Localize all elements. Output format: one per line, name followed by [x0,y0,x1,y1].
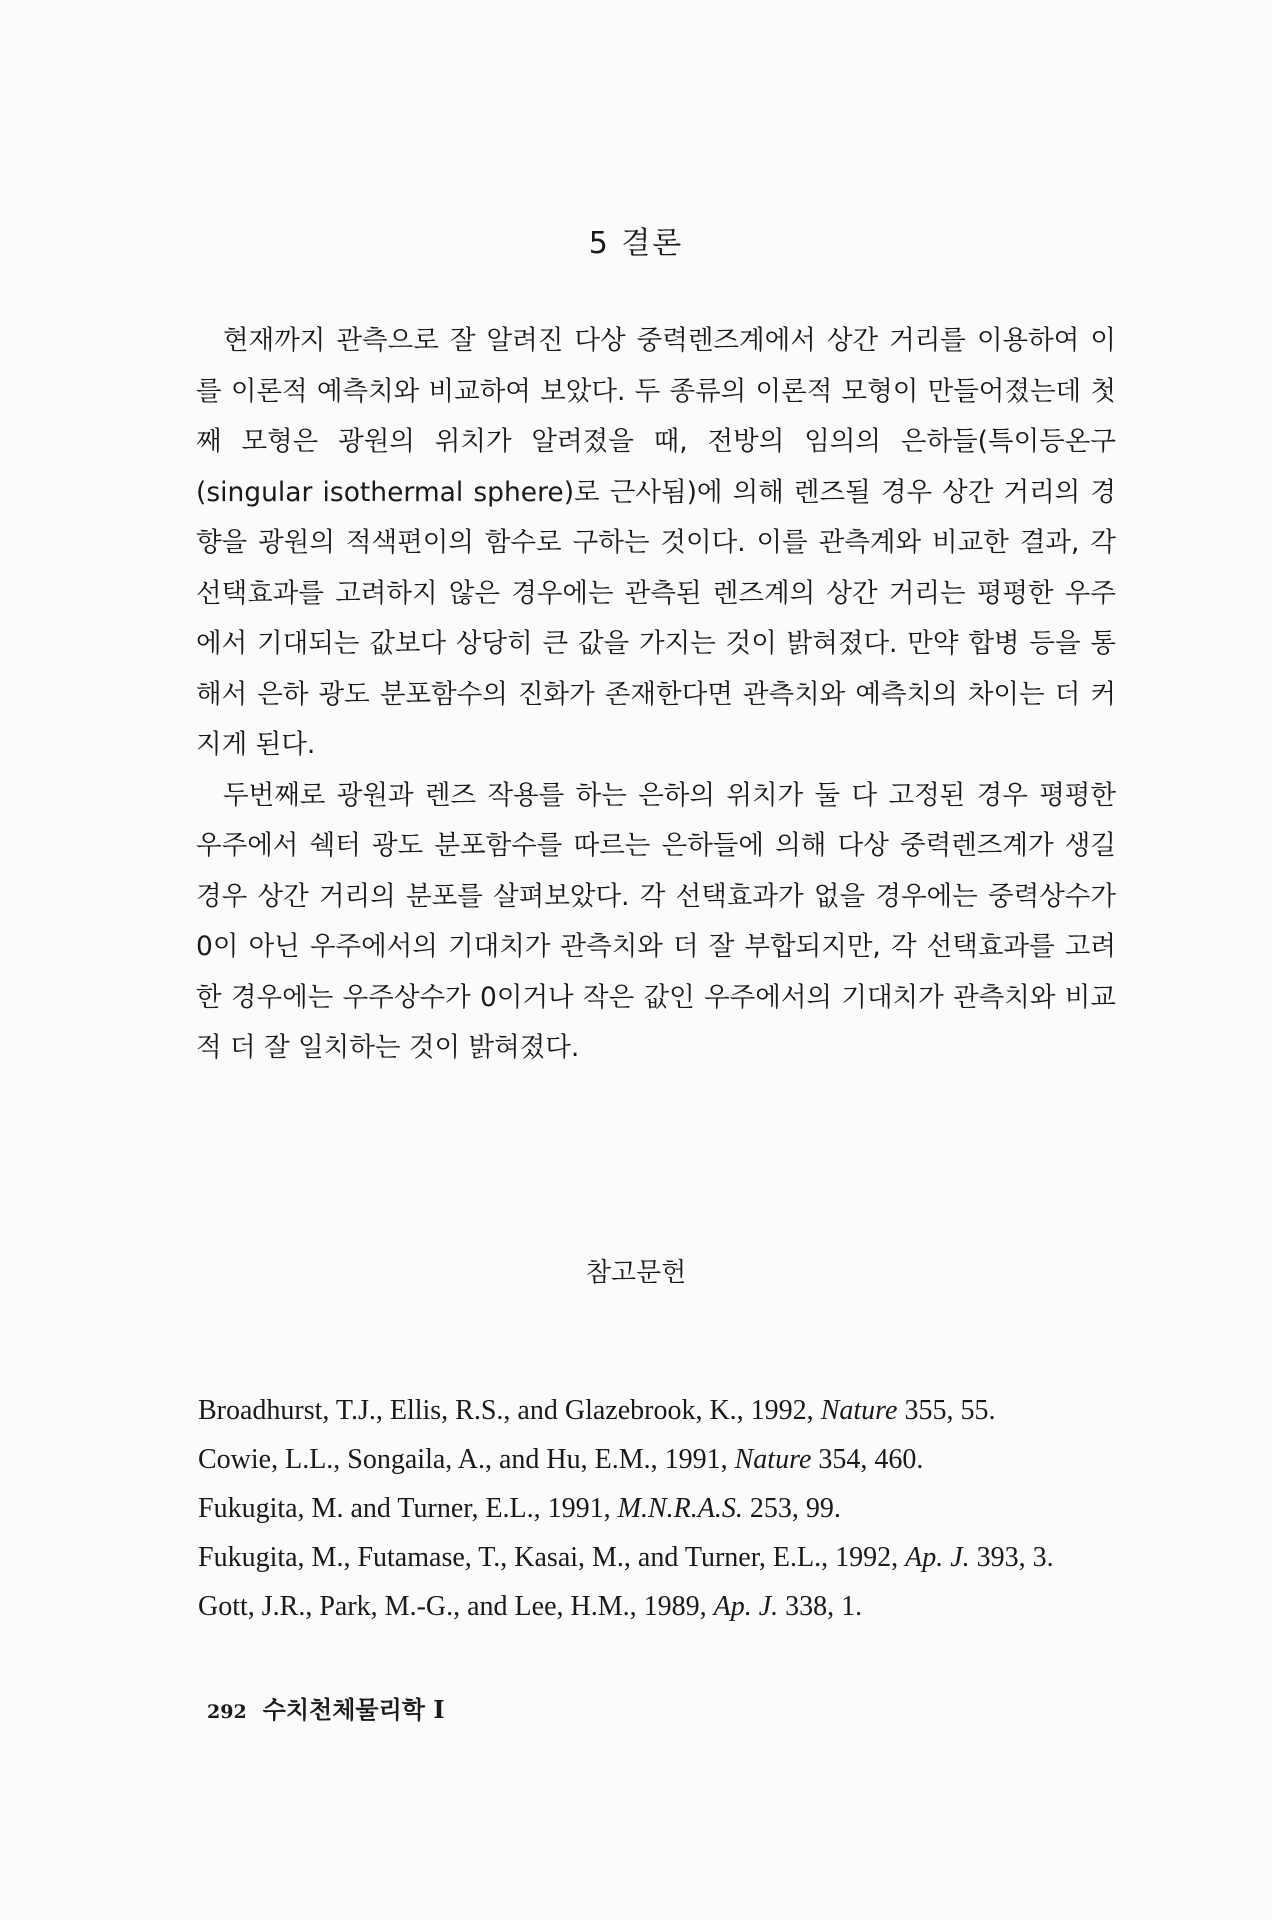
reference-authors: Fukugita, M., Futamase, T., Kasai, M., and Turner, E.L., 1992, [198,1542,906,1573]
reference-item [198,1533,1128,1582]
paragraph: 현재까지 관측으로 잘 알려진 다상 중력렌즈계에서 상간 거리를 이용하여 이를 이론적 예측치와 비교하여 보았다. 두 종류의 이론적 모형이 만들어졌는데 첫째 모형은 광원의 위치가 알려졌을 때, 전방의 임의의 은하들(특이등온구(singular isothermal sphere)로 근사됨)에 의해 렌즈될 경우 상간 거리의 경향을 광원의 적색편이의 함수로 구하는 것이다. 이를 관측계와 비교한 결과, 각 선택효과를 고려하지 않은 경우에는 관측된 렌즈계의 상간 거리는 평평한 우주에서 기대되는 값보다 상당히 큰 값을 가지는 것이 밝혀졌다. 만약 합병 등을 통해서 은하 광도 분포함수의 진화가 존재한다면 관측치와 예측치의 차이는 더 커지게 된다. [196,325,1116,760]
reference-item [198,1484,1128,1533]
reference-volume: 338, 1. [778,1591,863,1622]
reference-item [198,1435,1128,1484]
reference-volume: 355, 55. [897,1395,996,1426]
reference-journal: Nature [820,1395,898,1426]
reference-journal: M.N.R.A.S. [617,1493,743,1524]
reference-authors: Fukugita, M. and Turner, E.L., 1991, [198,1493,618,1524]
reference-list [198,1386,1128,1631]
reference-volume: 354, 460. [811,1444,924,1475]
references-title: 참고문헌 [585,1258,687,1288]
reference-journal: Ap. J. [905,1542,970,1573]
reference-journal: Ap. J. [713,1591,779,1622]
reference-authors: Cowie, L.L., Songaila, A., and Hu, E.M., 1991, [198,1444,735,1475]
book-title: 수치천체물리학 I [262,1695,445,1724]
body-text [196,316,1116,1074]
paragraph: 두번째로 광원과 렌즈 작용를 하는 은하의 위치가 둘 다 고정된 경우 평평한 우주에서 쉑터 광도 분포함수를 따르는 은하들에 의해 다상 중력렌즈계가 생길 경우 상간 거리의 분포를 살펴보았다. 각 선택효과가 없을 경우에는 중력상수가 0이 아닌 우주에서의 기대치가 관측치와 더 잘 부합되지만, 각 선택효과를 고려한 경우에는 우주상수가 0이거나 작은 값인 우주에서의 기대치가 관측치와 비교적 더 잘 일치하는 것이 밝혀졌다. [196,779,1116,1063]
reference-journal: Nature [734,1444,812,1475]
reference-volume: 253, 99. [742,1493,841,1524]
page-footer [207,1690,445,1725]
reference-authors: Gott, J.R., Park, M.-G., and Lee, H.M., 1989, [198,1591,714,1622]
reference-item [198,1582,1128,1631]
reference-authors: Broadhurst, T.J., Ellis, R.S., and Glazebrook, K., 1992, [198,1395,821,1426]
page-number: 292 [207,1701,247,1723]
reference-item [198,1386,1128,1435]
reference-volume: 393, 3. [969,1542,1054,1573]
section-title: 5 결론 [588,226,684,261]
